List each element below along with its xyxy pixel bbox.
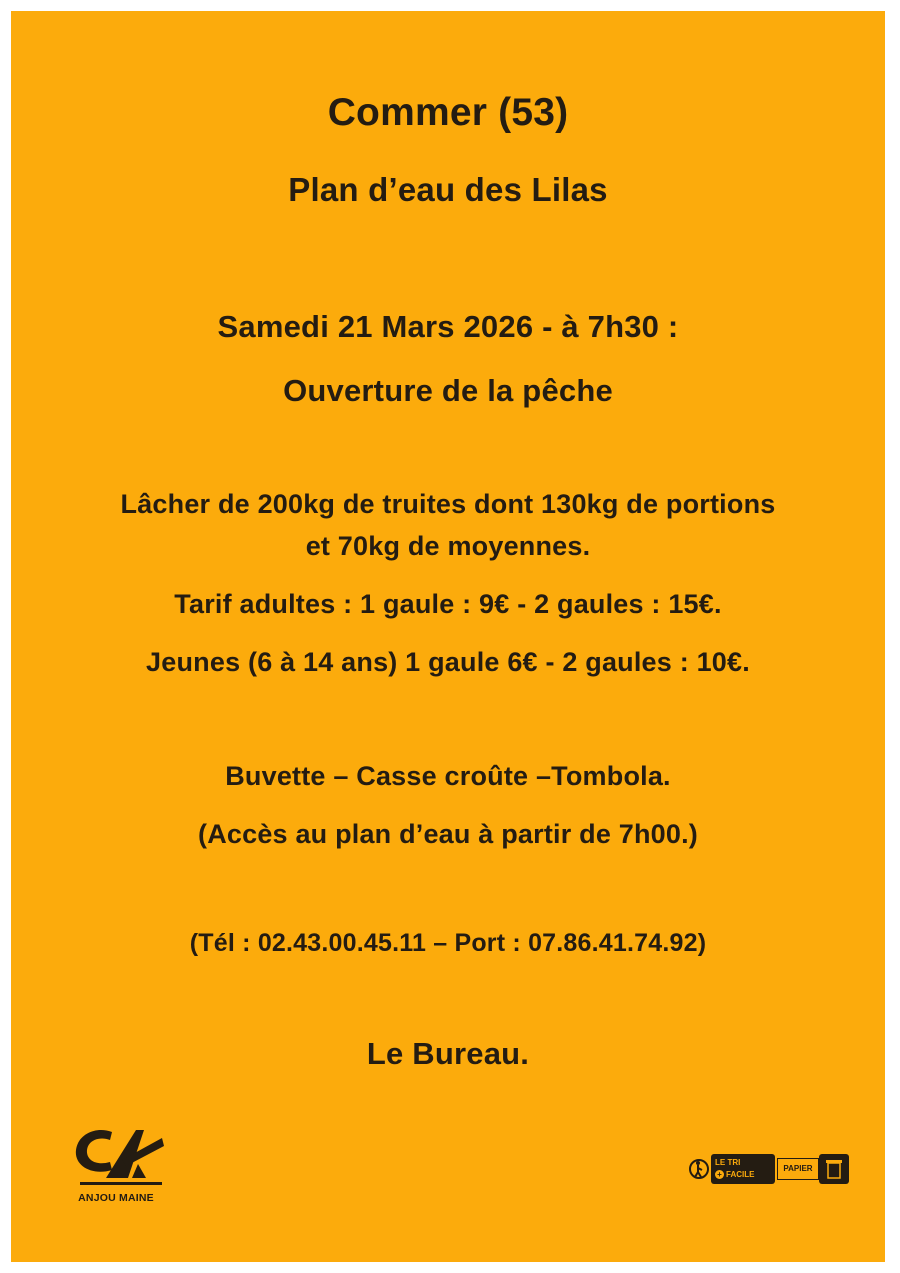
amenities: Buvette – Casse croûte –Tombola. xyxy=(225,761,671,791)
event-name: Ouverture de la pêche xyxy=(283,373,613,408)
plus-icon: + xyxy=(715,1170,724,1179)
tri-line-2: FACILE xyxy=(726,1170,755,1179)
tri-facile-badge xyxy=(711,1154,775,1184)
bin-shape-icon xyxy=(819,1154,849,1184)
trout-release-line-2: et 70kg de moyennes. xyxy=(305,531,591,561)
ca-logo-icon xyxy=(66,1120,166,1192)
access-time: (Accès au plan d’eau à partir de 7h00.) xyxy=(198,819,698,849)
adult-price: Tarif adultes : 1 gaule : 9€ - 2 gaules : 15€. xyxy=(174,589,722,619)
poster xyxy=(11,11,885,1262)
youth-price: Jeunes (6 à 14 ans) 1 gaule 6€ - 2 gaules : 10€. xyxy=(146,647,750,677)
location-name: Plan d’eau des Lilas xyxy=(288,171,608,208)
recycle-person-icon xyxy=(689,1155,709,1185)
signature: Le Bureau. xyxy=(366,1036,530,1071)
poster-title: Commer (53) xyxy=(327,91,569,134)
trash-bin-icon xyxy=(819,1154,849,1184)
trout-release-line-1: Lâcher de 200kg de truites dont 130kg de portions xyxy=(120,489,776,519)
event-date: Samedi 21 Mars 2026 - à 7h30 : xyxy=(217,309,679,344)
material-label: PAPIER xyxy=(777,1158,819,1180)
recycling-label xyxy=(689,1152,849,1188)
ca-region-label: ANJOU MAINE xyxy=(78,1192,154,1204)
credit-agricole-logo xyxy=(66,1120,166,1210)
contact-phones: (Tél : 02.43.00.45.11 – Port : 07.86.41.74.92) xyxy=(189,929,707,957)
tri-line-1: LE TRI xyxy=(715,1158,741,1167)
